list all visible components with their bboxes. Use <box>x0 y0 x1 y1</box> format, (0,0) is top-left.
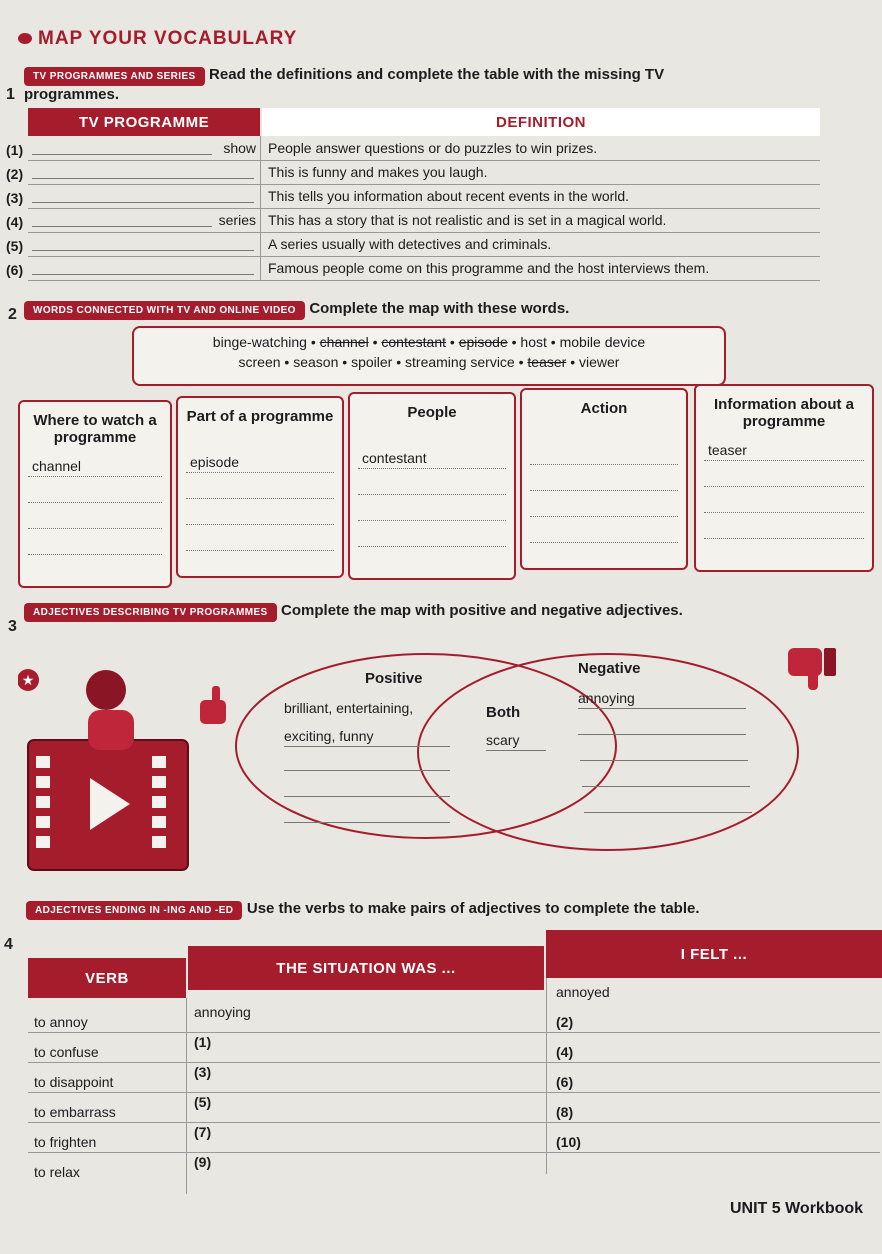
map-category-heading: People <box>407 404 457 421</box>
answer-line <box>28 554 162 555</box>
felt-cell: annoyed <box>556 984 610 1000</box>
vocabulary-word: mobile device <box>559 334 646 350</box>
answer-line <box>28 502 162 503</box>
section-instruction: Complete the map with these words. <box>309 300 570 317</box>
situation-cell: (1) <box>194 1034 212 1050</box>
word-separator: • <box>338 354 352 370</box>
section-tag: ADJECTIVES ENDING IN -ING AND -ED <box>26 901 242 920</box>
row-number: (5) <box>6 238 24 254</box>
answer-line <box>580 760 748 761</box>
vocabulary-word: contestant <box>381 334 446 350</box>
row-number: (1) <box>6 142 24 158</box>
verb-cell: to relax <box>34 1164 80 1180</box>
row-number: (3) <box>6 190 24 206</box>
section3-header <box>24 602 804 622</box>
table-row-divider <box>28 1062 880 1063</box>
felt-cell: (4) <box>556 1044 574 1060</box>
answer-line <box>704 486 864 487</box>
answer-line <box>358 546 506 547</box>
word-list-line <box>134 352 724 372</box>
answer-line <box>284 796 450 797</box>
verb-cell: to disappoint <box>34 1074 114 1090</box>
table-row <box>6 232 820 257</box>
map-category-box <box>520 388 688 570</box>
word-separator: • <box>514 354 528 370</box>
answer-line <box>582 786 750 787</box>
answer-line <box>358 520 506 521</box>
programme-suffix: show <box>223 140 256 156</box>
table-row <box>6 208 820 233</box>
map-category-heading: Part of a programme <box>186 408 334 425</box>
word-separator: • <box>280 354 294 370</box>
situation-cell: (3) <box>194 1064 212 1080</box>
table-row <box>6 136 820 161</box>
row-number: (2) <box>6 166 24 182</box>
table-row-divider <box>28 1092 880 1093</box>
verb-cell: to embarrass <box>34 1104 116 1120</box>
table-row-divider <box>28 1122 880 1123</box>
definition-text: A series usually with detectives and criminals. <box>268 236 552 252</box>
section-instruction: Complete the map with positive and negative adjectives. <box>281 602 683 619</box>
negative-circle <box>418 654 798 850</box>
answer-line <box>28 476 162 477</box>
answer-line <box>358 494 506 495</box>
map-category-heading: Information about a programme <box>714 396 854 430</box>
answer-line <box>704 460 864 461</box>
table-row <box>6 184 820 209</box>
programme-suffix: series <box>218 212 256 228</box>
situation-cell: annoying <box>194 1004 251 1020</box>
section-number: 1 <box>6 86 15 103</box>
vocabulary-word: channel <box>319 334 369 350</box>
section-tag: TV PROGRAMMES AND SERIES <box>24 67 205 86</box>
column-header-felt: I FELT ... <box>546 930 882 978</box>
word-separator: • <box>306 334 320 350</box>
positive-word: exciting, funny <box>284 728 374 744</box>
answer-line <box>584 812 752 813</box>
word-list-line <box>134 332 724 352</box>
map-category-box <box>348 392 516 580</box>
answer-line <box>578 708 746 709</box>
map-category-box <box>176 396 344 578</box>
map-category-box <box>694 384 874 572</box>
situation-cell: (9) <box>194 1154 212 1170</box>
vocabulary-word: viewer <box>579 354 620 370</box>
map-example-word: channel <box>32 458 82 474</box>
table-row-divider <box>28 1152 880 1153</box>
verb-cell: to frighten <box>34 1134 97 1150</box>
answer-line <box>486 750 546 751</box>
word-separator: • <box>566 354 580 370</box>
page-footer: UNIT 5 Workbook <box>730 1200 864 1217</box>
table-row-divider <box>28 1032 880 1033</box>
answer-line <box>32 274 254 275</box>
vocabulary-word: screen <box>238 354 281 370</box>
positive-word: brilliant, entertaining, <box>284 700 414 716</box>
section-number: 3 <box>8 618 17 635</box>
positive-label: Positive <box>365 670 423 687</box>
column-header-definition: DEFINITION <box>262 108 820 136</box>
definition-text: This tells you information about recent events in the world. <box>268 188 630 204</box>
answer-line <box>530 542 678 543</box>
both-label: Both <box>486 704 521 721</box>
answer-line <box>32 154 212 155</box>
negative-word: annoying <box>578 690 635 706</box>
definition-text: This is funny and makes you laugh. <box>268 164 488 180</box>
negative-label: Negative <box>578 660 641 677</box>
answer-line <box>186 524 334 525</box>
map-category-heading: Action <box>580 400 628 417</box>
section-tag: ADJECTIVES DESCRIBING TV PROGRAMMES <box>24 603 277 622</box>
vocabulary-word: spoiler <box>351 354 393 370</box>
felt-cell: (2) <box>556 1014 574 1030</box>
table-row <box>6 256 820 281</box>
answer-line <box>186 498 334 499</box>
answer-line <box>358 468 506 469</box>
verb-cell: to annoy <box>34 1014 88 1030</box>
felt-cell: (10) <box>556 1134 581 1150</box>
map-example-word: episode <box>190 454 240 470</box>
section-instruction: Read the definitions and complete the table with the missing TV programmes. <box>24 66 665 103</box>
word-separator: • <box>446 334 459 350</box>
vocabulary-word: host <box>520 334 547 350</box>
answer-line <box>284 822 450 823</box>
column-divider <box>186 998 187 1194</box>
section-number: 4 <box>4 936 13 953</box>
answer-line <box>32 226 212 227</box>
map-category-box <box>18 400 172 588</box>
answer-line <box>530 464 678 465</box>
row-number: (6) <box>6 262 24 278</box>
section-instruction: Use the verbs to make pairs of adjectives to complete the table. <box>246 900 700 917</box>
answer-line <box>32 202 254 203</box>
word-separator: • <box>546 334 560 350</box>
answer-line <box>32 178 254 179</box>
column-divider <box>546 978 547 1174</box>
vocabulary-word: teaser <box>527 354 567 370</box>
definition-text: This has a story that is not realistic and is set in a magical world. <box>268 212 667 228</box>
svg-text:★: ★ <box>21 673 35 689</box>
venn-diagram <box>230 648 802 858</box>
verb-cell: to confuse <box>34 1044 99 1060</box>
answer-line <box>186 472 334 473</box>
vocabulary-word: streaming service <box>405 354 515 370</box>
row-number: (4) <box>6 214 24 230</box>
section-tag: WORDS CONNECTED WITH TV AND ONLINE VIDEO <box>24 301 305 320</box>
definition-text: Famous people come on this programme and the host interviews them. <box>268 260 710 276</box>
answer-line <box>28 528 162 529</box>
definition-text: People answer questions or do puzzles to win prizes. <box>268 140 598 156</box>
map-category-heading: Where to watch a programme <box>33 412 157 446</box>
situation-cell: (7) <box>194 1124 212 1140</box>
felt-cell: (6) <box>556 1074 574 1090</box>
vocabulary-word: season <box>293 354 339 370</box>
map-example-word: contestant <box>362 450 427 466</box>
vocabulary-word: episode <box>458 334 508 350</box>
table-row <box>6 160 820 185</box>
word-box <box>132 326 726 386</box>
situation-cell: (5) <box>194 1094 212 1110</box>
vocabulary-word: binge-watching <box>212 334 307 350</box>
person-head <box>86 670 126 710</box>
word-separator: • <box>392 354 406 370</box>
section1-header <box>24 66 684 104</box>
tv-illustration <box>18 660 248 886</box>
both-word: scary <box>486 732 520 748</box>
section-number: 2 <box>8 306 17 323</box>
page-title: MAP YOUR VOCABULARY <box>18 28 297 50</box>
answer-line <box>284 770 450 771</box>
answer-line <box>284 746 450 747</box>
section4-header <box>26 900 856 920</box>
answer-line <box>704 512 864 513</box>
answer-line <box>530 516 678 517</box>
answer-line <box>186 550 334 551</box>
column-header-verb: VERB <box>28 958 186 998</box>
tv-programme-table <box>6 108 820 280</box>
word-separator: • <box>507 334 521 350</box>
column-header-programme: TV PROGRAMME <box>28 108 260 136</box>
answer-line <box>32 250 254 251</box>
answer-line <box>530 490 678 491</box>
section2-header <box>24 300 744 320</box>
thumbs-down-icon <box>780 640 850 696</box>
map-example-word: teaser <box>708 442 747 458</box>
bullet-icon <box>18 33 32 44</box>
felt-cell: (8) <box>556 1104 574 1120</box>
answer-line <box>578 734 746 735</box>
word-separator: • <box>368 334 382 350</box>
column-header-situation: THE SITUATION WAS ... <box>188 946 544 990</box>
answer-line <box>704 538 864 539</box>
thumbs-up-icon <box>200 686 226 724</box>
